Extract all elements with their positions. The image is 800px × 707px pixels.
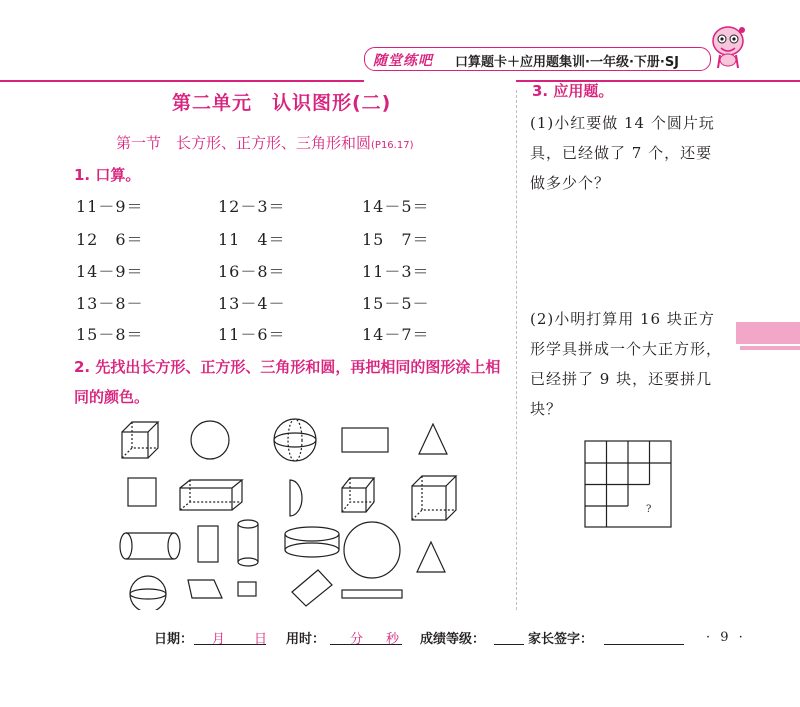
cylinder-vertical-shape [238, 520, 258, 566]
calc-item: 12－3＝ [218, 197, 286, 216]
tilted-rectangle-shape [292, 570, 332, 606]
side-tab [736, 322, 800, 344]
box-shape [412, 476, 456, 520]
cuboid-shape [180, 480, 242, 510]
thin-rectangle-shape [342, 590, 402, 598]
problem-1: (1)小红要做 14 个圆片玩具，已经做了 7 个，还要做多少个？ [530, 114, 715, 192]
half-circle-shape [290, 480, 302, 516]
sphere-shape [274, 419, 316, 461]
q3-heading: 3. 应用题。 [532, 82, 614, 100]
section-name: 第一节 长方形、正方形、三角形和圆 [116, 134, 372, 152]
calc-item: 16－8＝ [218, 262, 286, 281]
page-number: · 9 · [706, 630, 746, 645]
large-circle-shape [344, 522, 400, 578]
cube-shape [122, 422, 158, 458]
question-mark: ? [646, 504, 652, 515]
calc-item: 14－9＝ [76, 262, 144, 281]
section-title [116, 132, 413, 153]
triangle-shape [417, 542, 445, 572]
month-label: 月 [212, 632, 226, 647]
tall-rectangle-shape [198, 526, 218, 562]
calc-item: 11－6＝ [218, 325, 286, 344]
calc-item: 13－8－ [76, 294, 144, 313]
calc-item: 14－5＝ [362, 197, 430, 216]
q1-heading: 1. 口算。 [74, 166, 141, 184]
book-title: 口算题卡＋应用题集训·一年级·下册·SJ [455, 55, 680, 70]
disc-cylinder-shape [285, 527, 339, 557]
problem-2: (2)小明打算用 16 块正方形学具拼成一个大正方形，已经拼了 9 块，还要拼几块？ [530, 310, 723, 418]
signature-line [604, 644, 684, 645]
side-tab-strip [740, 346, 800, 350]
calc-item: 14－7＝ [362, 325, 430, 344]
grade-label: 成绩等级： [420, 632, 486, 647]
shapes-figure [110, 410, 490, 610]
date-label: 日期： [154, 632, 194, 647]
small-cube-shape [342, 478, 374, 512]
calc-item: 15－8＝ [76, 325, 144, 344]
date-line [194, 644, 266, 645]
minute-label: 分 [350, 632, 364, 647]
grade-line [494, 644, 524, 645]
calc-item: 11－9＝ [76, 197, 144, 216]
header-banner [364, 47, 711, 71]
sphere-shape [130, 576, 166, 610]
rectangle-shape [342, 428, 388, 452]
triangle-shape [419, 424, 447, 454]
header-rule-left [0, 80, 364, 82]
second-label: 秒 [386, 632, 400, 647]
series-name: 随堂练吧 [373, 53, 433, 69]
time-label: 用时： [286, 632, 326, 647]
square-shape [128, 478, 156, 506]
calc-item: 15 7＝ [362, 230, 430, 249]
section-pages: (P16.17) [371, 140, 414, 151]
q2-instruction: 2. 先找出长方形、正方形、三角形和圆，再把相同的图形涂上相同的颜色。 [74, 358, 501, 406]
trapezoid-shape [188, 580, 222, 598]
square-grid-figure [584, 440, 672, 528]
calc-item: 15－5－ [362, 294, 430, 313]
parent-signature-label: 家长签字： [528, 632, 594, 647]
mascot-icon [708, 24, 748, 74]
calc-item: 11－3＝ [362, 262, 430, 281]
column-divider [516, 90, 517, 610]
cylinder-horizontal-shape [120, 533, 180, 559]
calc-item: 13－4－ [218, 294, 286, 313]
calc-item: 12 6＝ [76, 230, 144, 249]
unit-title: 第二单元 认识图形(二) [172, 92, 392, 114]
day-label: 日 [254, 632, 268, 647]
circle-shape [191, 421, 229, 459]
small-rectangle-shape [238, 582, 256, 596]
calc-item: 11 4＝ [218, 230, 286, 249]
time-line [330, 644, 402, 645]
